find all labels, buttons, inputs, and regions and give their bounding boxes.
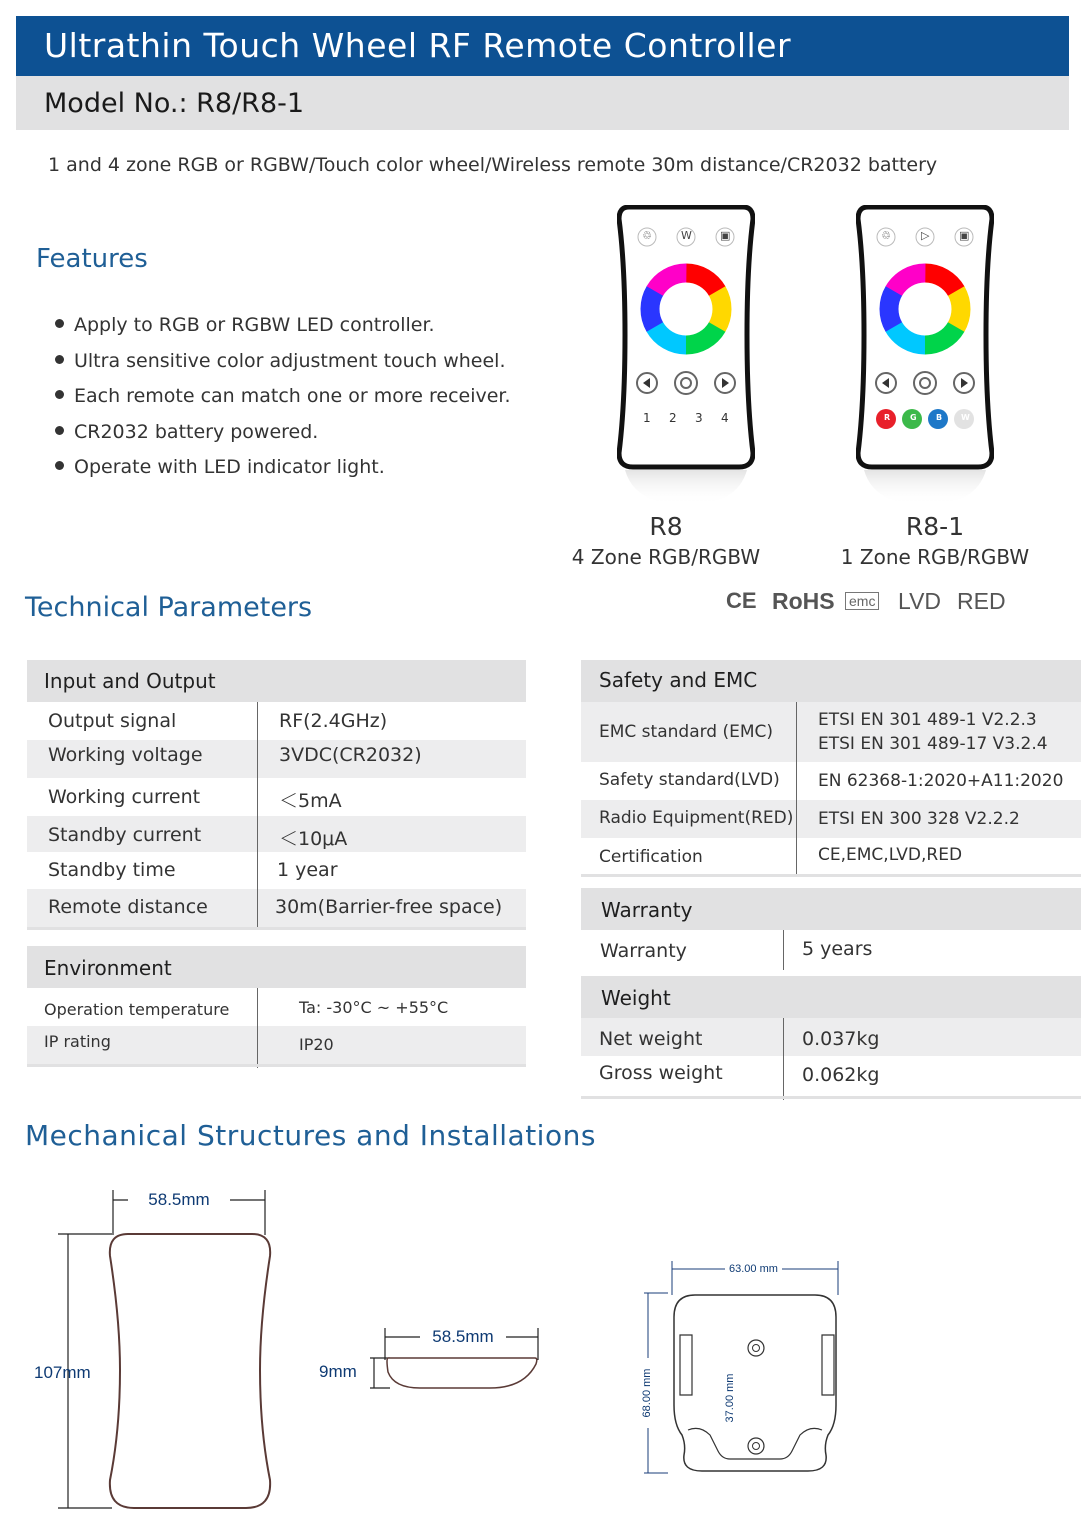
zone-label: 4	[721, 411, 729, 425]
holder-drawing	[640, 1255, 860, 1485]
table-bottom-rule	[27, 927, 526, 930]
table-header: Environment	[27, 946, 526, 988]
remote-r8-1-desc: 1 Zone RGB/RGBW	[840, 545, 1030, 569]
table-header: Weight	[581, 976, 1081, 1018]
warranty-table	[581, 888, 1081, 970]
column-divider	[796, 702, 797, 876]
front-height-label: 107mm	[34, 1363, 91, 1382]
column-divider	[783, 930, 784, 970]
table-bottom-rule	[581, 1096, 1081, 1099]
color-button-label: W	[961, 413, 970, 422]
table-row: Certification CE,EMC,LVD,RED	[599, 845, 963, 867]
features-heading: Features	[36, 244, 148, 274]
table-row: Warranty 5 years	[600, 938, 873, 962]
recycle-icon: ♲	[881, 229, 891, 242]
color-button-label: R	[884, 413, 891, 422]
zone-label: 2	[669, 411, 677, 425]
red-label: RED	[957, 588, 1006, 614]
title-bar	[16, 16, 1069, 76]
color-button-label: B	[936, 413, 943, 422]
table-row: IP rating IP20	[27, 1026, 526, 1064]
subtitle: 1 and 4 zone RGB or RGBW/Touch color wheel/Wireless remote 30m distance/CR2032 battery	[48, 154, 938, 176]
bullet-icon	[55, 355, 64, 364]
bullet-icon	[55, 461, 64, 470]
side-width-label: 58.5mm	[420, 1327, 506, 1347]
play-icon: ▷	[921, 229, 930, 242]
recycle-icon: ♲	[642, 229, 652, 242]
remote-r8-1-image	[856, 205, 994, 505]
bullet-icon	[55, 319, 64, 328]
table-row: Radio Equipment(RED) ETSI EN 300 328 V2.2.2	[581, 800, 1081, 838]
certification-logos	[726, 586, 1026, 620]
column-divider	[783, 1018, 784, 1100]
remote-r8-image	[617, 205, 755, 505]
input-output-table	[27, 660, 526, 930]
mechanical-heading: Mechanical Structures and Installations	[25, 1119, 596, 1152]
holder-width-label: 63.00 mm	[725, 1263, 782, 1275]
front-view-drawing	[20, 1180, 300, 1520]
front-width-label: 58.5mm	[128, 1190, 230, 1210]
model-bar	[16, 76, 1069, 130]
zone-label: 3	[695, 411, 703, 425]
environment-table	[27, 946, 526, 1070]
color-button-label: G	[910, 413, 917, 422]
remote-r8-desc: 4 Zone RGB/RGBW	[571, 545, 761, 569]
page-title: Ultrathin Touch Wheel RF Remote Controller	[44, 26, 792, 65]
feature-item: Apply to RGB or RGBW LED controller.	[55, 314, 511, 350]
feature-item: CR2032 battery powered.	[55, 421, 511, 457]
emc-logo: emc	[845, 592, 879, 610]
table-row: Working voltage 3VDC(CR2032)	[48, 744, 422, 766]
side-thickness-label: 9mm	[319, 1362, 357, 1381]
bullet-icon	[55, 426, 64, 435]
feature-item: Operate with LED indicator light.	[55, 456, 511, 492]
zone-label: 1	[643, 411, 651, 425]
table-header: Warranty	[581, 888, 1081, 930]
table-row: Remote distance 30m(Barrier-free space)	[27, 889, 526, 927]
table-row: Working current ＜5mA	[48, 786, 342, 812]
table-row: Net weight 0.037kg	[581, 1018, 1081, 1056]
features-list	[55, 314, 511, 492]
table-row: Safety standard(LVD) EN 62368-1:2020+A11:2020	[599, 770, 1064, 791]
table-row: Gross weight 0.062kg	[599, 1062, 880, 1086]
column-divider	[257, 988, 258, 1068]
bullet-icon	[55, 390, 64, 399]
feature-item: Each remote can match one or more receiver.	[55, 385, 511, 421]
r8-1-color-buttons	[881, 413, 991, 427]
r8-1-top-buttons	[865, 229, 985, 249]
holder-height-label: 68.00 mm	[641, 1358, 653, 1428]
model-number: Model No.: R8/R8-1	[44, 88, 305, 119]
table-row: EMC standard (EMC) ETSI EN 301 489-1 V2.2.3 ETSI EN 301 489-17 V3.2.4	[581, 702, 1081, 762]
weight-table	[581, 976, 1081, 1102]
table-header: Safety and EMC	[581, 660, 1081, 702]
save-icon: ▣	[959, 229, 970, 242]
table-row: Standby time 1 year	[48, 859, 338, 881]
column-divider	[257, 702, 258, 927]
remote-r8-1-name: R8-1	[905, 512, 965, 541]
r8-top-buttons	[626, 229, 746, 249]
rohs-logo: RoHS	[772, 588, 835, 614]
safety-emc-table	[581, 660, 1081, 880]
table-row: Standby current ＜10μA	[27, 816, 526, 852]
table-row: Operation temperature Ta: -30°C ~ +55°C	[44, 998, 449, 1019]
white-button-label: W	[681, 229, 692, 242]
ce-mark-icon: CE	[726, 588, 757, 613]
hole-spacing-label: 37.00 mm	[724, 1368, 736, 1428]
table-bottom-rule	[27, 1064, 526, 1067]
r8-zone-buttons	[643, 411, 743, 429]
table-header: Input and Output	[27, 660, 526, 702]
technical-heading: Technical Parameters	[25, 592, 313, 623]
save-icon: ▣	[720, 229, 731, 242]
remote-r8-name: R8	[649, 512, 683, 541]
feature-item: Ultra sensitive color adjustment touch wheel.	[55, 350, 511, 386]
table-row: Output signal RF(2.4GHz)	[48, 710, 388, 732]
table-bottom-rule	[581, 874, 1081, 877]
lvd-label: LVD	[898, 588, 942, 614]
